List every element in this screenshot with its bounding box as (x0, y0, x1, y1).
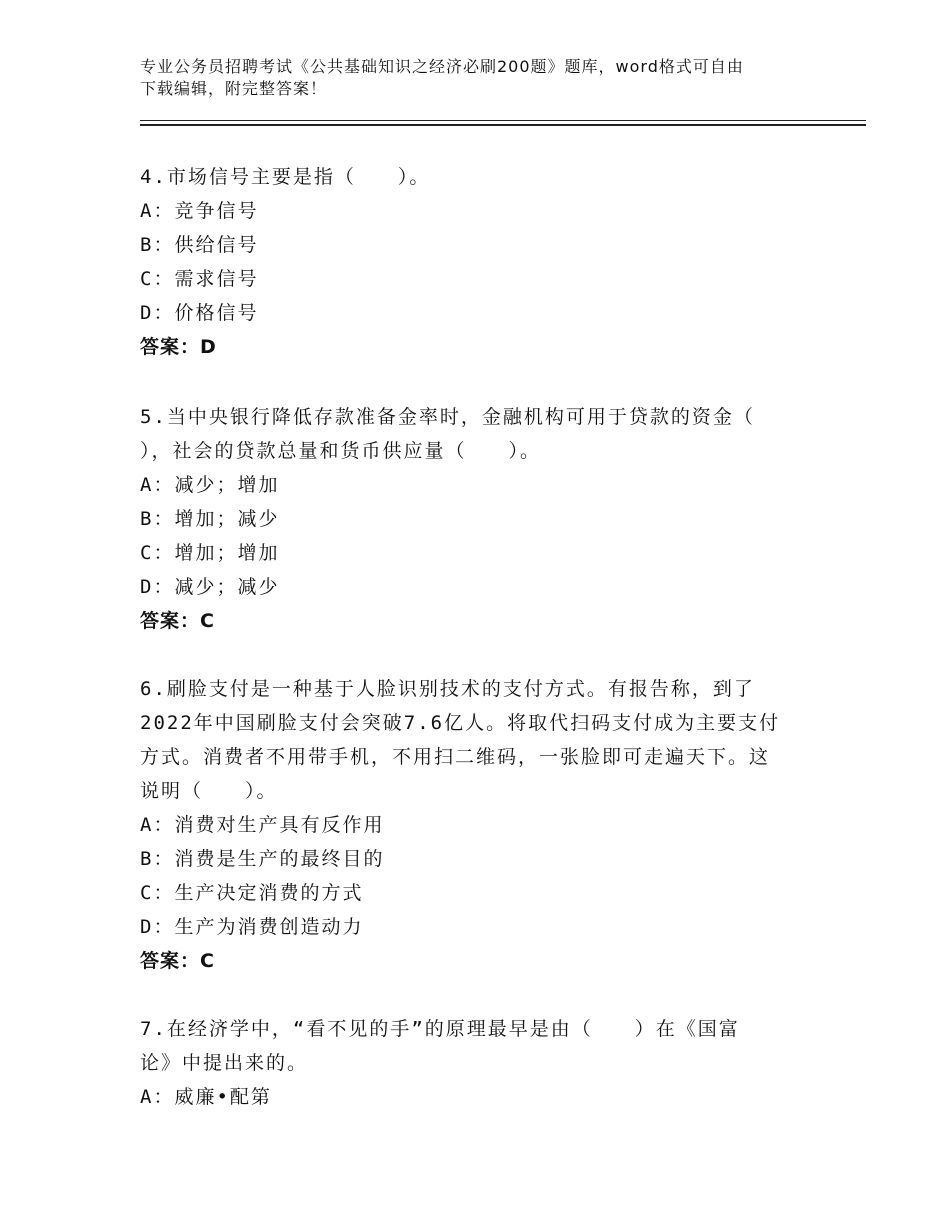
question-stem: 5.当中央银行降低存款准备金率时，金融机构可用于贷款的资金（ (140, 406, 755, 428)
option-c: C：需求信号 (140, 268, 259, 290)
header-divider-thick (140, 124, 866, 126)
question-5 (140, 400, 800, 638)
question-stem: 4.市场信号主要是指（ ）。 (140, 166, 431, 188)
option-d: D：价格信号 (140, 302, 259, 324)
option-a: A：消费对生产具有反作用 (140, 814, 385, 836)
answer: 答案：C (140, 610, 215, 632)
option-d: D：生产为消费创造动力 (140, 916, 364, 938)
question-4 (140, 160, 800, 364)
answer: 答案：C (140, 950, 215, 972)
question-stem: ），社会的贷款总量和货币供应量（ ）。 (140, 440, 542, 462)
option-b: B：增加；减少 (140, 508, 280, 530)
option-c: C：生产决定消费的方式 (140, 882, 364, 904)
document-header (140, 56, 820, 100)
question-stem: 方式。消费者不用带手机，不用扫二维码，一张脸即可走遍天下。这 (140, 746, 771, 768)
option-b: B：供给信号 (140, 234, 259, 256)
answer: 答案：D (140, 336, 217, 358)
header-divider (140, 120, 866, 121)
header-line-1: 专业公务员招聘考试《公共基础知识之经济必刷200题》题库，word格式可自由 (140, 57, 744, 76)
question-stem: 7.在经济学中，“看不见的手”的原理最早是由（ ）在《国富 (140, 1018, 740, 1040)
option-d: D：减少；减少 (140, 576, 280, 598)
option-a: A：竞争信号 (140, 200, 259, 222)
option-a: A：威廉•配第 (140, 1086, 272, 1108)
question-stem: 说明（ ）。 (140, 780, 278, 802)
header-line-2: 下载编辑，附完整答案！ (140, 79, 328, 98)
option-c: C：增加；增加 (140, 542, 280, 564)
question-stem: 2022年中国刷脸支付会突破7.6亿人。将取代扫码支付成为主要支付 (140, 712, 781, 734)
question-stem: 6.刷脸支付是一种基于人脸识别技术的支付方式。有报告称，到了 (140, 678, 755, 700)
option-b: B：消费是生产的最终目的 (140, 848, 385, 870)
question-stem: 论》中提出来的。 (140, 1052, 309, 1074)
question-6 (140, 672, 800, 978)
option-a: A：减少；增加 (140, 474, 280, 496)
question-7 (140, 1012, 800, 1114)
